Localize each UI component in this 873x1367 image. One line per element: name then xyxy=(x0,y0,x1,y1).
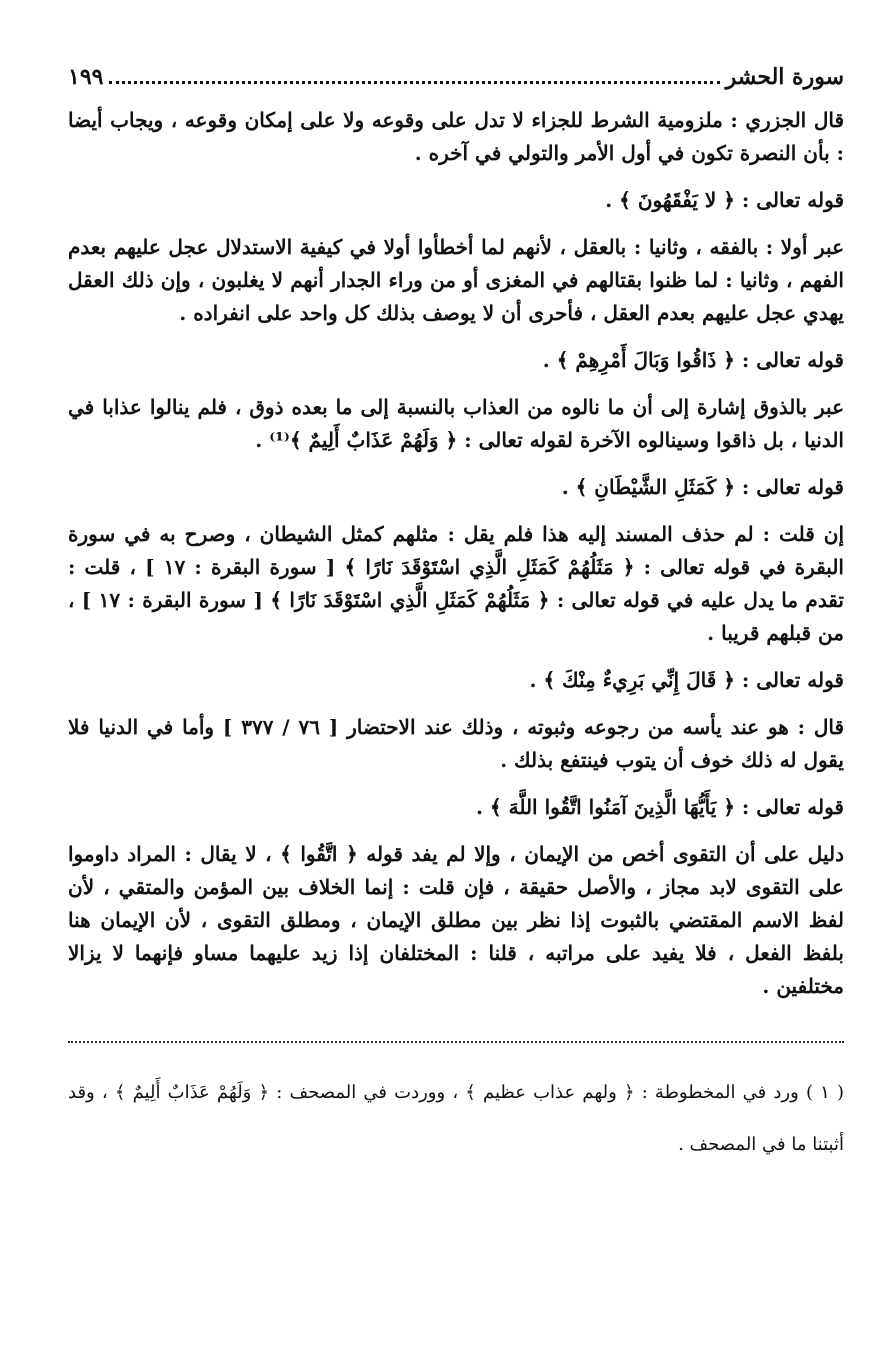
paragraph-musnad: إن قلت : لم حذف المسند إليه هذا فلم يقل : مثلهم كمثل الشيطان ، وصرح به في سورة البقرة في قوله تعالى : ﴿ مَثَلُهُمْ كَمَثَلِ الَّذِي اسْتَوْقَدَ نَارًا ﴾ [ سورة البقرة : ١٧ ] ، قلت : تقدم ما يدل عليه في قوله تعالى : ﴿ مَثَلُهُمْ كَمَثَلِ الَّذِي اسْتَوْقَدَ نَارًا ﴾ [ سورة البقرة : ١٧ ] ، من قبلهم قريبا . xyxy=(68,522,844,645)
paragraph-ihtidar: قال : هو عند يأسه من رجوعه وثبوته ، وذلك عند الاحتضار [ ٧٦ / ٣٧٧ ] وأما في الدنيا فلا يقول له ذلك خوف أن يتوب فينتفع بذلك . xyxy=(68,715,845,772)
verse-heading-la-yafqahun: قوله تعالى : ﴿ لا يَفْقَهُونَ ﴾ . xyxy=(605,188,844,212)
running-header xyxy=(68,64,844,104)
header-dotted-leader xyxy=(109,67,719,84)
book-page xyxy=(68,64,844,1171)
footnote: ( ١ ) ورد في المخطوطة : ﴿ ولهم عذاب عظيم ﴾ ، ووردت في المصحف : ﴿ وَلَهُمْ عَذَابٌ أَلِيمٌ ﴾ ، وقد أثبتنا ما في المصحف . xyxy=(68,1082,844,1155)
paragraph-fiqh-aql: عبر أولا : بالفقه ، وثانيا : بالعقل ، لأنهم لما أخطأوا أولا في كيفية الاستدلال عجل عليهم بعدم الفهم ، وثانيا : لما ظنوا بقتالهم في المغزى أو من وراء الجدار أنهم لا يغلبون ، وإن ذلك العقل يهدي عجل عليهم بعدم العقل ، فأحرى أن لا يوصف بذلك كل واحد على انفراده . xyxy=(68,235,844,325)
surah-title: سورة الحشر xyxy=(725,64,844,90)
paragraph-jazari: قال الجزري : ملزومية الشرط للجزاء لا تدل على وقوعه ولا على إمكان وقوعه ، ويجاب أيضا : بأن النصرة تكون في أول الأمر والتولي في آخره . xyxy=(68,108,844,165)
page-number: ١٩٩ xyxy=(68,64,104,90)
verse-heading-dhaqu: قوله تعالى : ﴿ ذَاقُوا وَبَالَ أَمْرِهِمْ ﴾ . xyxy=(542,348,844,372)
paragraph-taqwa: دليل على أن التقوى أخص من الإيمان ، وإلا لم يفد قوله ﴿ اتَّقُوا ﴾ ، لا يقال : المراد داوموا على التقوى لابد مجاز ، والأصل حقيقة ، فإن قلت : إنما الخلاف بين المؤمن والمتقي ، لأن لفظ الاسم المقتضي بالثبوت إذا نظر بين مطلق الإيمان ، ومطلق التقوى ، لأن الإيمان هنا بلفظ الفعل ، فلا يفيد على مراتبه ، قلنا : المختلفان إذا زيد عليهما مساو فإنهما لا يزالا مختلفين . xyxy=(68,842,844,998)
verse-heading-bari: قوله تعالى : ﴿ قَالَ إِنِّي بَرِيءٌ مِنْكَ ﴾ . xyxy=(529,668,844,692)
paragraph-dhawq: عبر بالذوق إشارة إلى أن ما نالوه من العذاب بالنسبة إلى ما بعده ذوق ، فلم ينالوا عذابا في الدنيا ، بل ذاقوا وسينالوه الآخرة لقوله تعالى : ﴿ وَلَهُمْ عَذَابٌ أَلِيمٌ ﴾⁽¹⁾ . xyxy=(68,395,845,452)
verse-heading-kamathal: قوله تعالى : ﴿ كَمَثَلِ الشَّيْطَانِ ﴾ . xyxy=(561,475,844,499)
footnote-separator xyxy=(68,1041,844,1043)
verse-heading-ittaqu: قوله تعالى : ﴿ يَأَيُّهَا الَّذِينَ آمَنُوا اتَّقُوا اللَّهَ ﴾ . xyxy=(476,795,844,819)
